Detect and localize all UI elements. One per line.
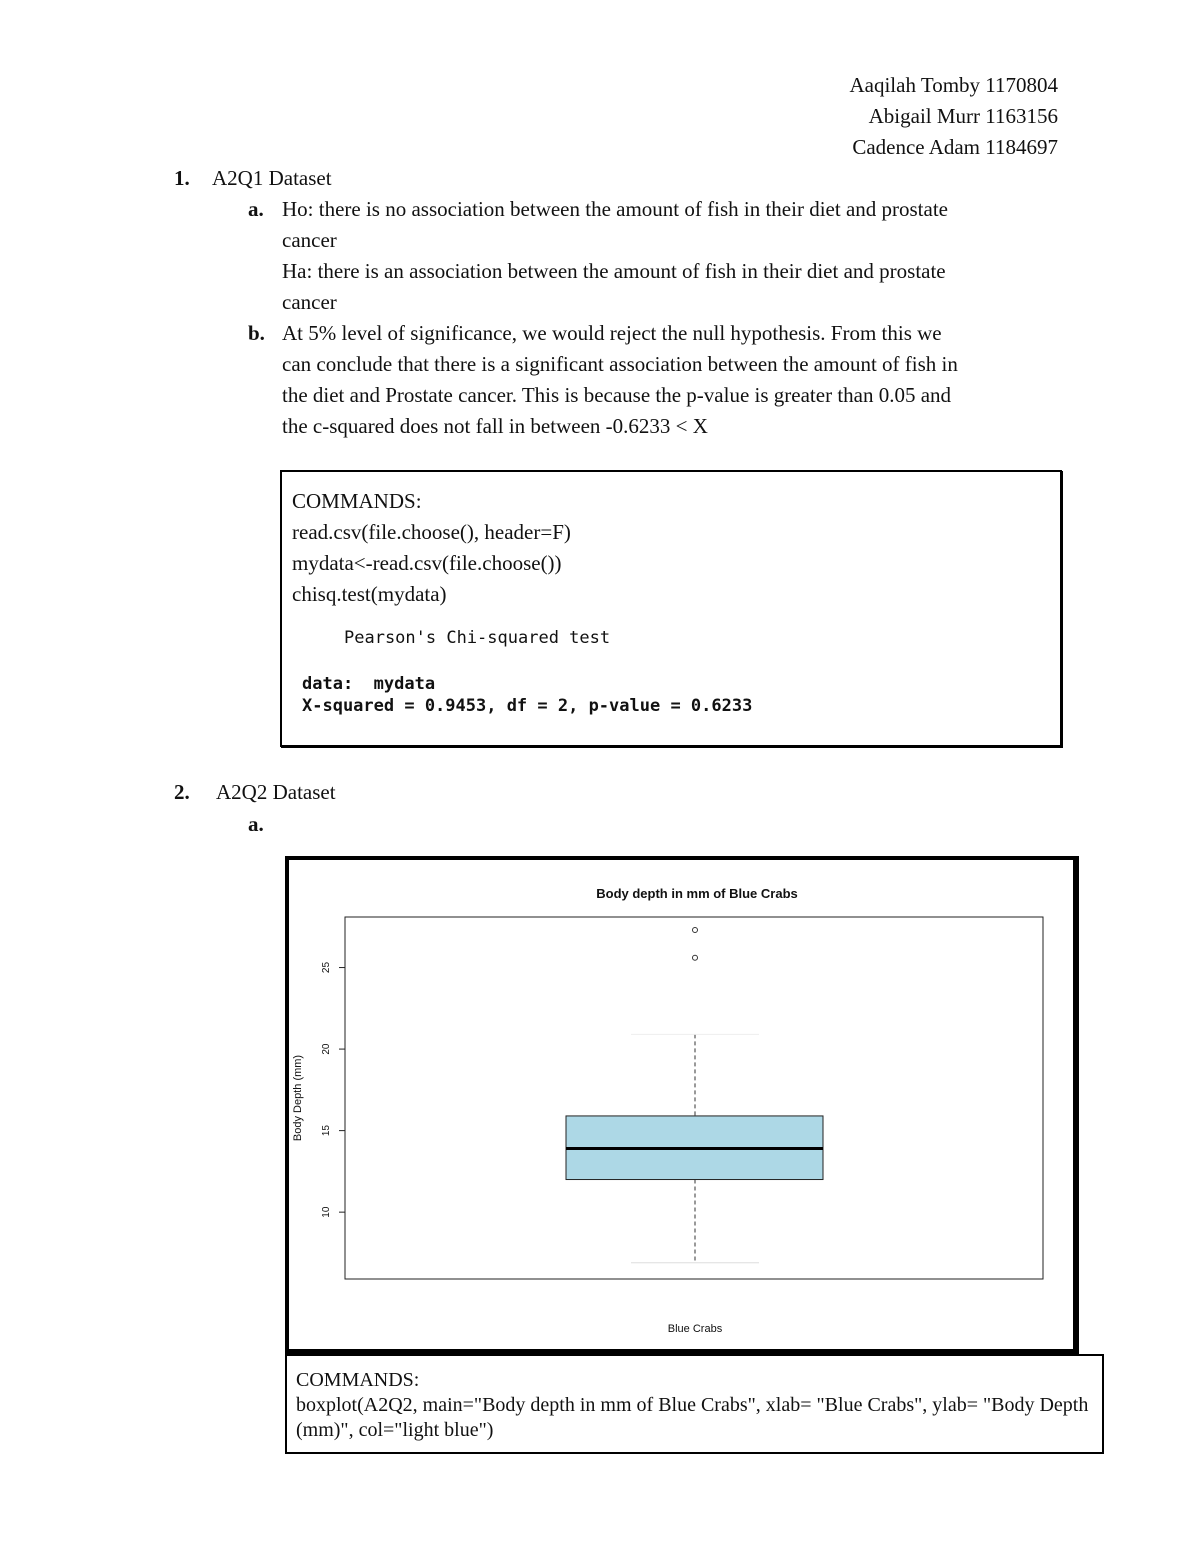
x-axis-label: Blue Crabs <box>667 1323 723 1335</box>
commands-text-q2 <box>296 1368 1096 1443</box>
outlier-point-2 <box>693 928 698 933</box>
conclusion-text <box>282 318 958 442</box>
command-line-1: read.csv(file.choose(), header=F) <box>292 520 571 544</box>
boxplot-command: boxplot(A2Q2, main="Body depth in mm of Blue Crabs", xlab= "Blue Crabs", ylab= "Body Depth (mm)", col="light blue") <box>296 1394 1089 1441</box>
author-list <box>849 70 1058 163</box>
boxplot-chart <box>289 860 1073 1349</box>
hypothesis-null-line-2: cancer <box>282 228 337 252</box>
command-line-2: mydata<-read.csv(file.choose()) <box>292 551 562 575</box>
box-group <box>566 928 823 1263</box>
conclusion-line-4: the c-squared does not fall in between -0.6233 < X <box>282 414 708 438</box>
question-1b-label: b. <box>248 321 265 345</box>
question-1a <box>248 194 1048 318</box>
commands-label-q2: COMMANDS: <box>296 1369 420 1391</box>
test-output-result: X-squared = 0.9453, df = 2, p-value = 0.6233 <box>302 696 753 716</box>
author-3: Cadence Adam 1184697 <box>852 135 1058 159</box>
y-axis <box>321 962 345 1218</box>
outlier-point-1 <box>693 955 698 960</box>
y-tick-label-20: 20 <box>321 1043 332 1055</box>
question-2-title: A2Q2 Dataset <box>216 780 336 804</box>
commands-box-q2 <box>285 1354 1104 1454</box>
hypothesis-null-line-1: Ho: there is no association between the amount of fish in their diet and prostate <box>282 197 948 221</box>
test-output-data: data: mydata <box>302 674 436 694</box>
question-1a-label: a. <box>248 197 264 221</box>
conclusion-line-2: can conclude that there is a significant association between the amount of fish in <box>282 352 958 376</box>
question-1-number: 1. <box>174 166 190 190</box>
y-tick-label-10: 10 <box>321 1206 332 1218</box>
test-output-title: Pearson's Chi-squared test <box>344 628 611 648</box>
hypotheses-text <box>282 194 948 318</box>
commands-label: COMMANDS: <box>292 489 422 513</box>
question-1b <box>248 318 1048 442</box>
hypothesis-alt-line-2: cancer <box>282 290 337 314</box>
y-tick-label-15: 15 <box>321 1125 332 1137</box>
y-axis-label: Body Depth (mm) <box>292 1054 304 1142</box>
author-1: Aaqilah Tomby 1170804 <box>849 73 1058 97</box>
commands-list-q1 <box>292 486 571 610</box>
question-2a-label: a. <box>248 812 264 836</box>
question-1-heading <box>174 163 332 194</box>
command-line-3: chisq.test(mydata) <box>292 582 447 606</box>
question-2-number: 2. <box>174 780 190 804</box>
conclusion-line-1: At 5% level of significance, we would reject the null hypothesis. From this we <box>282 321 942 345</box>
plot-area <box>345 917 1043 1279</box>
conclusion-line-3: the diet and Prostate cancer. This is because the p-value is greater than 0.05 and <box>282 383 952 407</box>
commands-box-q1 <box>280 470 1062 747</box>
question-2-heading <box>174 777 336 808</box>
hypothesis-alt-line-1: Ha: there is an association between the amount of fish in their diet and prostate <box>282 259 946 283</box>
chart-title: Body depth in mm of Blue Crabs <box>596 886 798 901</box>
question-1-title: A2Q1 Dataset <box>212 166 332 190</box>
y-tick-label-25: 25 <box>321 961 332 974</box>
boxplot-frame <box>285 856 1079 1354</box>
author-2: Abigail Murr 1163156 <box>868 104 1058 128</box>
